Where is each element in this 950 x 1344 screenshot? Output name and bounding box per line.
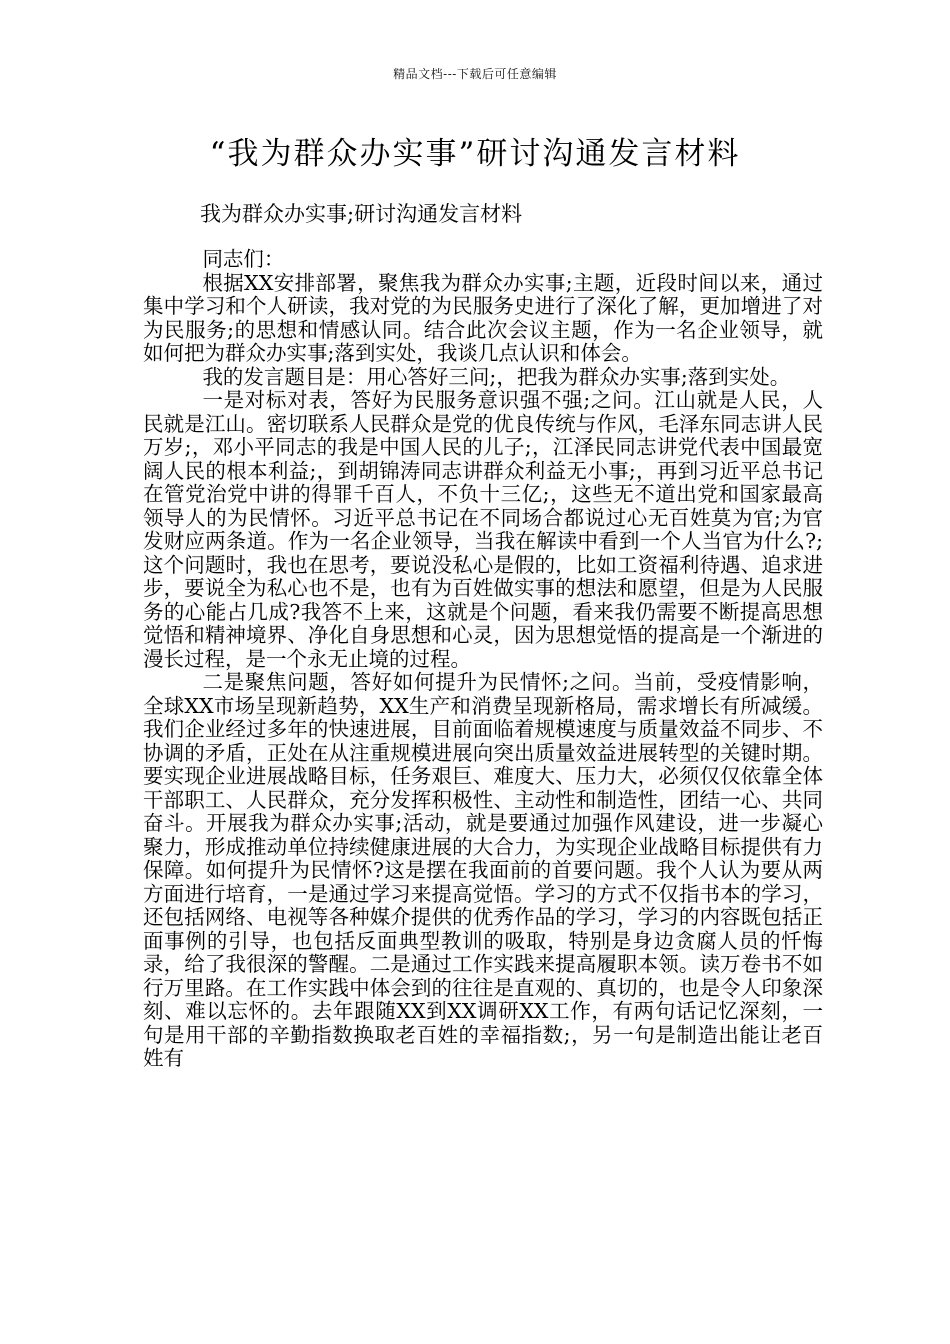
header-note: 精品文档---下载后可任意编辑 [393,67,557,81]
paragraph-intro: 根据XX安排部署，聚焦我为群众办实事;主题，近段时间以来，通过集中学习和个人研读，我对党的为民服务史进行了深化了解，更加增进了对为民服务;的思想和情感认同。结合此次会议主题，作为一名企业领导，就如何把为群众办实事;落到实处，我谈几点认识和体会。 [143,270,823,365]
paragraph-point-two: 二是聚焦问题，答好如何提升为民情怀;之问。当前，受疫情影响，全球XX市场呈现新趋势，XX生产和消费呈现新格局，需求增长有所减缓。我们企业经过多年的快速进展，目前面临着规模速度与质量效益不同步、不协调的矛盾，正处在从注重规模进展向突出质量效益进展转型的关键时期。要实现企业进展战略目标，任务艰巨、难度大、压力大，必须仅仅依靠全体干部职工、人民群众，充分发挥积极性、主动性和制造性，团结一心、共同奋斗。开展我为群众办实事;活动，就是要通过加强作风建设，进一步凝心聚力，形成推动单位持续健康进展的大合力，为实现企业战略目标提供有力保障。如何提升为民情怀?这是摆在我面前的首要问题。我个人认为要从两方面进行培育，一是通过学习来提高觉悟。学习的方式不仅指书本的学习，还包括网络、电视等各种媒介提供的优秀作品的学习，学习的内容既包括正面事例的引导，也包括反面典型教训的吸取，特别是身边贪腐人员的忏悔录，给了我很深的警醒。二是通过工作实践来提高履职本领。读万卷书不如行万里路。在工作实践中体会到的往往是直观的、真切的，也是令人印象深刻、难以忘怀的。去年跟随XX到XX调研XX工作，有两句话记忆深刻，一句是用干部的辛勤指数换取老百姓的幸福指数;，另一句是制造出能让老百姓有 [143,670,823,1070]
paragraph-point-one: 一是对标对表，答好为民服务意识强不强;之问。江山就是人民，人民就是江山。密切联系人民群众是党的优良传统与作风，毛泽东同志讲人民万岁;，邓小平同志的我是中国人民的儿子;，江泽民同志讲党代表中国最宽阔人民的根本利益;，到胡锦涛同志讲群众利益无小事;，再到习近平总书记在管党治党中讲的得罪千百人，不负十三亿;，这些无不道出党和国家最高领导人的为民情怀。习近平总书记在不同场合都说过心无百姓莫为官;为官发财应两条道。作为一名企业领导，当我在解读中看到一个人当官为什么?;这个问题时，我也在思考，要说没私心是假的，比如工资福利待遇、追求进步，要说全为私心也不是，也有为百姓做实事的想法和愿望，但是为人民服务的心能占几成?我答不上来，这就是个问题，看来我仍需要不断提高思想觉悟和精神境界、净化自身思想和心灵，因为思想觉悟的提高是一个渐进的漫长过程，是一个永无止境的过程。 [143,388,823,671]
document-subtitle: 我为群众办实事;研讨沟通发言材料 [200,202,523,226]
document-title: “我为群众办实事”研讨沟通发言材料 [209,136,741,172]
greeting: 同志们： [202,247,285,271]
document-body [143,248,823,1071]
paragraph-topic: 我的发言题目是：用心答好三问;，把我为群众办实事;落到实处。 [202,364,791,389]
